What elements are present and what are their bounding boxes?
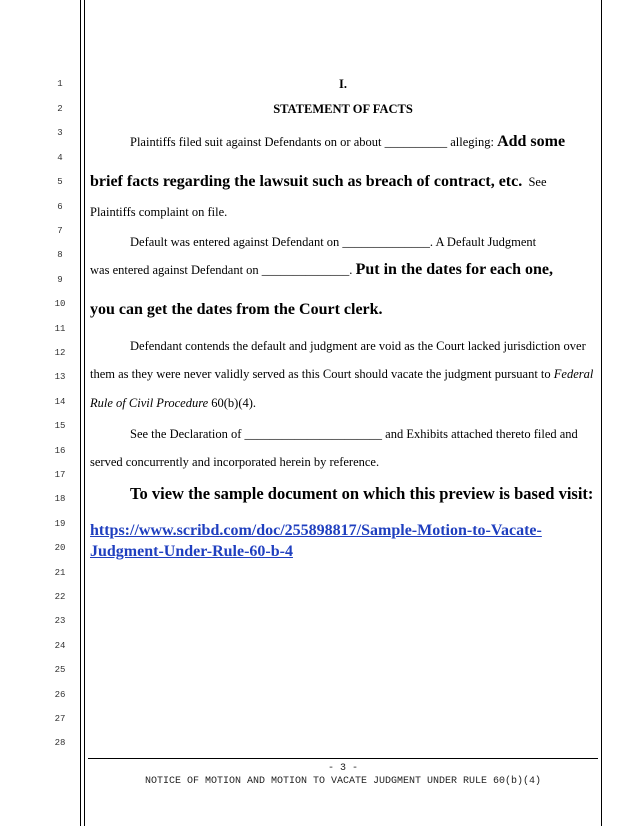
line-number: 27 [54, 714, 66, 724]
line-number: 8 [57, 250, 63, 260]
line-number: 1 [57, 79, 63, 89]
paragraph-line [130, 133, 565, 151]
line-number: 19 [54, 519, 66, 529]
line-number: 25 [54, 665, 66, 675]
line-number: 5 [57, 177, 63, 187]
body-text: See [528, 175, 547, 189]
line-number: 26 [54, 690, 66, 700]
line-number: 7 [57, 226, 63, 236]
line-number: 6 [57, 202, 63, 212]
instruction-text: you can get the dates from the Court clerk. [90, 301, 383, 318]
paragraph-line: Plaintiffs complaint on file. [90, 205, 228, 219]
line-number: 2 [57, 104, 63, 114]
footer-caption: NOTICE OF MOTION AND MOTION TO VACATE JUDGMENT UNDER RULE 60(b)(4) [144, 776, 542, 787]
paragraph-line: Default was entered against Defendant on ______________. A Default Judgment [130, 235, 537, 249]
instruction-text: Add some [497, 133, 566, 150]
scribd-link[interactable] [90, 522, 542, 540]
page-number: - 3 - [327, 763, 358, 774]
body-text: them as they were never validly served as this Court should vacate the judgment pursuant to [90, 367, 554, 381]
paragraph-line: See the Declaration of ______________________ and Exhibits attached thereto filed and [130, 427, 578, 441]
line-number: 21 [54, 568, 66, 578]
link-text[interactable]: https://www.scribd.com/doc/255898817/Sample-Motion-to-Vacate- [90, 522, 542, 539]
left-margin-rule-1 [80, 0, 81, 826]
paragraph-line [90, 396, 256, 411]
citation-text: Federal [553, 367, 594, 381]
paragraph-line [90, 367, 593, 382]
line-number: 10 [54, 299, 66, 309]
footer-rule [88, 758, 598, 759]
body-text: Plaintiffs filed suit against Defendants on or about __________ alleging: [130, 135, 498, 149]
body-text: was entered against Defendant on ______________. [90, 263, 353, 277]
line-number: 20 [54, 543, 66, 553]
section-number: I. [339, 77, 347, 91]
right-margin-rule [601, 0, 602, 826]
line-number: 16 [54, 446, 66, 456]
link-text[interactable]: Judgment-Under-Rule-60-b-4 [90, 543, 293, 560]
line-number: 18 [54, 494, 66, 504]
preview-note: To view the sample document on which this preview is based visit: [130, 484, 594, 503]
paragraph-line [90, 261, 553, 279]
line-number: 23 [54, 616, 66, 626]
line-number: 24 [54, 641, 66, 651]
line-number: 15 [54, 421, 66, 431]
section-title: STATEMENT OF FACTS [273, 102, 413, 116]
paragraph-line: served concurrently and incorporated herein by reference. [90, 455, 380, 469]
line-number: 22 [54, 592, 66, 602]
line-number: 14 [54, 397, 66, 407]
line-number: 3 [57, 128, 63, 138]
paragraph-line [90, 173, 547, 191]
instruction-text: Put in the dates for each one, [355, 261, 554, 278]
body-text: 60(b)(4). [208, 396, 257, 410]
line-number: 17 [54, 470, 66, 480]
line-number: 28 [54, 738, 66, 748]
line-number: 9 [57, 275, 63, 285]
line-number: 11 [54, 324, 66, 334]
line-number: 4 [57, 153, 63, 163]
line-number: 13 [54, 372, 66, 382]
scribd-link-continued[interactable] [90, 543, 293, 561]
line-number: 12 [54, 348, 66, 358]
citation-text: Rule of Civil Procedure [90, 396, 209, 410]
paragraph-line: Defendant contends the default and judgment are void as the Court lacked jurisdiction over [130, 339, 586, 353]
instruction-text: brief facts regarding the lawsuit such as breach of contract, etc. [90, 173, 523, 190]
left-margin-rule-2 [84, 0, 85, 826]
